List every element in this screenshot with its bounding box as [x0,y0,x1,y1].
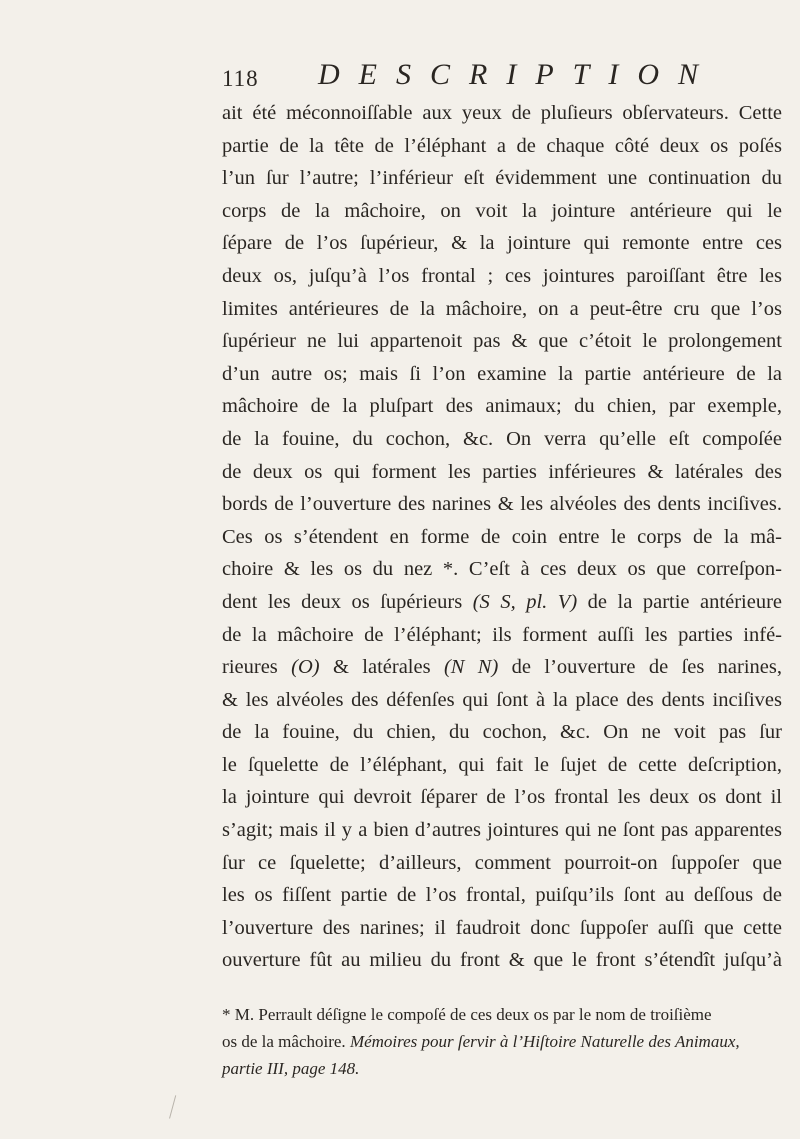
text-line: ait été méconnoiſſable aux yeux de pluſieurs obſervateurs. Cette [222,102,782,124]
text-line: de la mâchoire de l’éléphant; ils forment auſſi les parties infé- [222,623,782,646]
figure-reference: (S S, pl. V) [472,590,578,613]
text-line: deux os, juſqu’à l’os frontal ; ces jointures paroiſſant être les [222,264,782,287]
footnote-line: * M. Perrault déſigne le compoſé de ces deux os par le nom de troiſième [222,1005,712,1024]
text-line: limites antérieures de la mâchoire, on a peut-être cru que l’os [222,297,782,320]
text-line: dent les deux os ſupérieurs (S S, pl. V) de la partie antérieure [222,590,782,613]
text-line: bords de l’ouverture des narines & les alvéoles des dents inciſives. [222,493,782,516]
text-line: l’ouverture des narines; il faudroit donc ſuppoſer auſſi que cette [222,916,782,939]
figure-reference: (N N) [443,656,499,679]
text-line: rieures (O) & latérales (N N) de l’ouverture de ſes narines, [222,656,782,679]
text-line: le ſquelette de l’éléphant, qui fait le ſujet de cette deſcription, [222,753,782,776]
text-line: ſur ce ſquelette; d’ailleurs, comment pourroit-on ſuppoſer que [222,851,782,874]
text-line: s’agit; mais il y a bien d’autres jointures qui ne ſont pas apparentes [222,819,782,842]
page-number: 118 [222,66,259,91]
text-line: & les alvéoles des défenſes qui ſont à la place des dents inciſives [222,688,782,711]
footnote [222,1001,782,1082]
running-title: DESCRIPTION [318,58,717,91]
text-line: de deux os qui forment les parties inférieures & latérales des [222,460,782,483]
stray-pencil-mark [169,1095,184,1121]
text-line: de la fouine, du cochon, &c. On verra qu’elle eſt compoſée [222,427,782,450]
text-line: de la fouine, du chien, du cochon, &c. On ne voit pas ſur [222,721,782,744]
page-header [222,58,782,94]
text-line: d’un autre os; mais ſi l’on examine la partie antérieure de la [222,362,782,385]
text-line: mâchoire de la pluſpart des animaux; du chien, par exemple, [222,395,782,418]
footnote-citation: Mémoires pour ſervir à l’Hiſtoire Naturelle des Animaux, [349,1032,740,1051]
text-line: la jointure qui devroit ſéparer de l’os frontal les deux os dont il [222,786,782,809]
text-line: les os fiſſent partie de l’os frontal, puiſqu’ils ſont au deſſous de [222,884,782,907]
text-line: ſupérieur ne lui appartenoit pas & que c’étoit le prolongement [222,330,782,353]
text-line: Ces os s’étendent en forme de coin entre le corps de la mâ- [222,525,782,548]
text-line: partie de la tête de l’éléphant a de chaque côté deux os poſés [222,134,782,157]
body-text [222,97,782,977]
text-line: choire & les os du nez *. C’eſt à ces deux os que correſpon- [222,558,782,581]
text-line: ſépare de l’os ſupérieur, & la jointure qui remonte entre ces [222,232,782,255]
footnote-marker: * M. [222,1005,255,1024]
text-line: ouverture fût au milieu du front & que le front s’étendît juſqu’à [222,949,782,972]
figure-reference: (O) [291,656,320,679]
text-line: corps de la mâchoire, on voit la jointure antérieure qui le [222,199,782,222]
footnote-line: os de la mâchoire. Mémoires pour ſervir à l’Hiſtoire Naturelle des Animaux, [222,1032,740,1051]
footnote-line: partie III, page 148. [222,1059,360,1078]
text-line: l’un ſur l’autre; l’inférieur eſt évidemment une continuation du [222,167,782,190]
